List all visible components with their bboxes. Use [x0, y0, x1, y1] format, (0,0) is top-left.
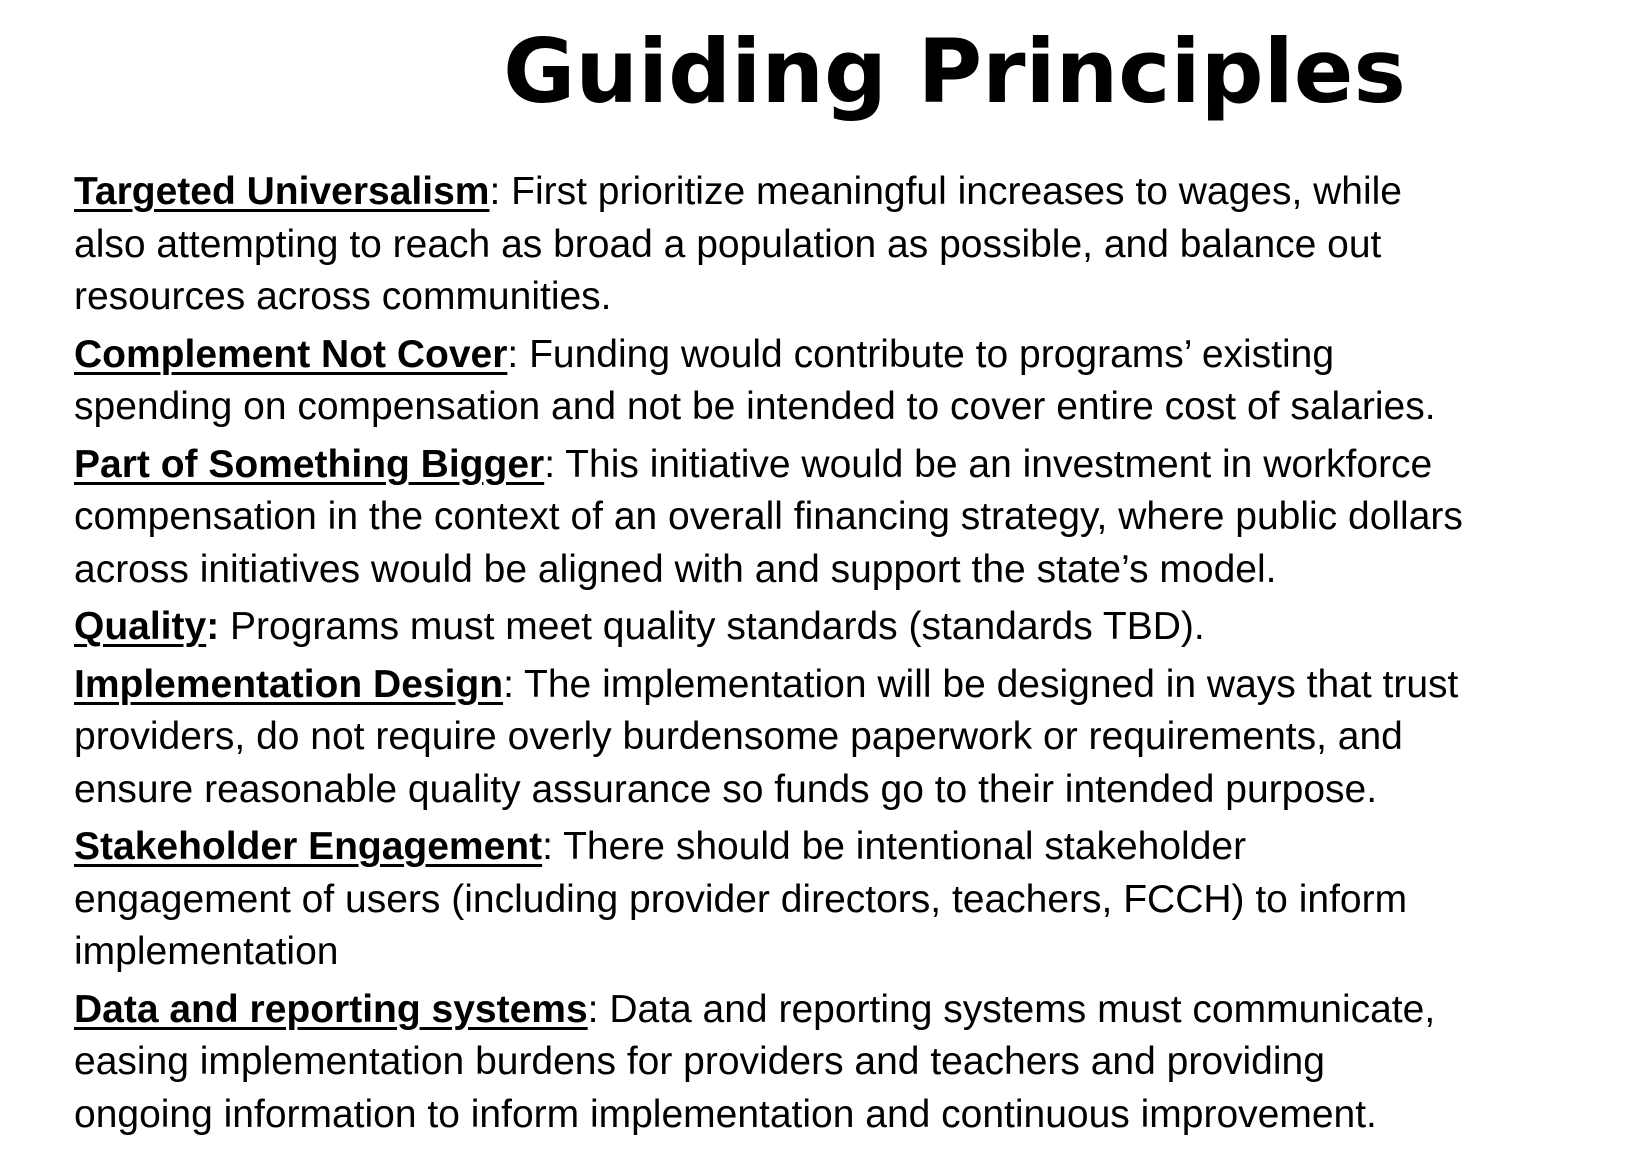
- principle-item: [74, 984, 1629, 1142]
- principle-text: First prioritize meaningful increases to wages, while: [500, 170, 1403, 213]
- principle-text: Funding would contribute to programs’ existing: [518, 332, 1335, 376]
- principles-list: [74, 166, 1629, 1141]
- principle-line: [74, 439, 1629, 492]
- principle-text: Data and reporting systems must communicate,: [598, 987, 1436, 1031]
- principle-term: Part of Something Bigger: [74, 442, 545, 486]
- principle-separator: :: [507, 332, 519, 376]
- principle-separator: :: [587, 987, 599, 1031]
- principle-item: [74, 439, 1629, 597]
- principle-text: providers, do not require overly burdensome paperwork or requirements, and: [74, 715, 1403, 758]
- principle-term: Quality: [74, 605, 207, 648]
- principle-text: compensation in the context of an overall financing strategy, where public dollars: [74, 495, 1463, 538]
- principle-term: Targeted Universalism: [74, 170, 490, 213]
- principle-line: [74, 166, 1629, 219]
- principle-text: There should be intentional stakeholder: [552, 825, 1247, 868]
- principle-text: The implementation will be designed in ways that trust: [513, 662, 1459, 706]
- principle-line: [74, 984, 1629, 1037]
- principle-separator: :: [542, 825, 553, 868]
- principle-text: easing implementation burdens for providers and teachers and providing: [74, 1040, 1325, 1083]
- principle-text: implementation: [74, 930, 339, 973]
- principle-text: This initiative would be an investment in workforce: [555, 442, 1433, 486]
- principle-line: [74, 659, 1629, 712]
- principle-text: across initiatives would be aligned with and support the state’s model.: [74, 547, 1277, 591]
- slide-title: Guiding Principles: [503, 20, 1406, 123]
- principle-item: [74, 329, 1629, 434]
- principle-text: also attempting to reach as broad a population as possible, and balance out: [74, 222, 1382, 266]
- principle-line: [74, 821, 1629, 874]
- principle-item: [74, 821, 1629, 979]
- principle-separator: :: [503, 662, 514, 706]
- principle-item: [74, 166, 1629, 324]
- principle-text: Programs must meet quality standards (standards TBD).: [219, 605, 1205, 648]
- principle-item: [74, 601, 1629, 654]
- principle-line: [74, 329, 1629, 382]
- principle-term: Data and reporting systems: [74, 987, 588, 1031]
- principle-text: ongoing information to inform implementation and continuous improvement.: [74, 1092, 1377, 1136]
- principle-separator: :: [544, 442, 556, 486]
- principle-term: Stakeholder Engagement: [74, 825, 543, 868]
- principle-term: Complement Not Cover: [74, 332, 508, 376]
- principle-text: resources across communities.: [74, 275, 612, 318]
- principle-text: engagement of users (including provider directors, teachers, FCCH) to inform: [74, 877, 1408, 921]
- principle-term: Implementation Design: [74, 662, 504, 706]
- principle-line: [74, 601, 1629, 654]
- principle-text: spending on compensation and not be intended to cover entire cost of salaries.: [74, 385, 1436, 428]
- principle-separator: :: [489, 170, 501, 213]
- principle-text: ensure reasonable quality assurance so funds go to their intended purpose.: [74, 767, 1378, 811]
- principle-separator: :: [206, 605, 220, 648]
- principle-item: [74, 659, 1629, 817]
